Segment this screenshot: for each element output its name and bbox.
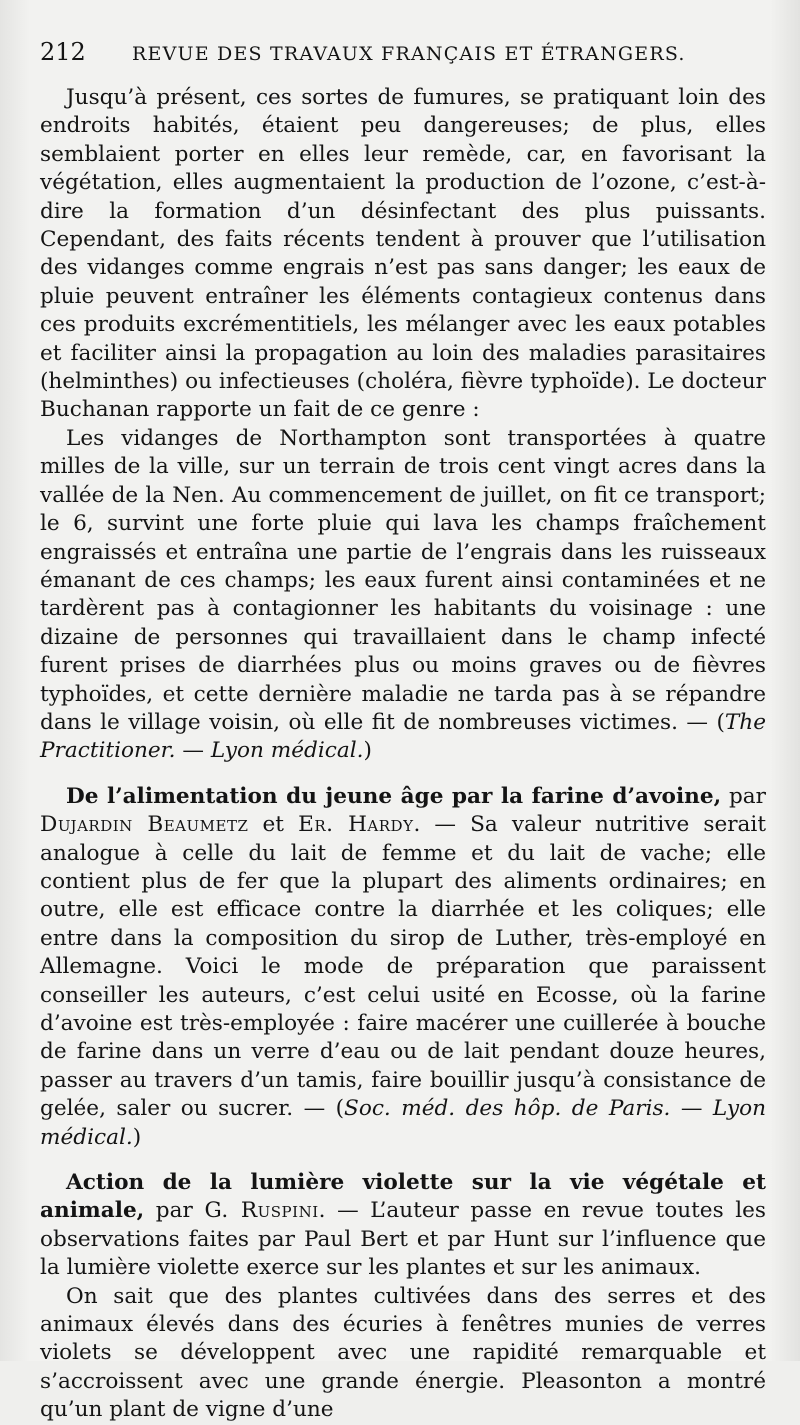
article-farine-avoine <box>40 783 766 1152</box>
source-practitioner: The Practitioner. <box>40 709 766 764</box>
page-number: 212 <box>40 38 86 66</box>
author-dujardin-beaumetz: Dujardin Beaumetz <box>40 812 249 838</box>
paragraph-serres: On sait que des plantes cultivées dans des serres et des animaux élevés dans des écuries à fenêtres munies de verres violets se développent avec une rapidité remarquable et s’accroissent avec une grande énergie. Pleasonton a montré qu’un plant de vigne d’une <box>40 1283 766 1423</box>
source-soc-med: Soc. méd. des hôp. de Paris. <box>344 1096 671 1122</box>
article-title-lumiere-violette: Action de la lumière violette sur la vie végétale et animale, <box>40 1170 766 1224</box>
source-close: ) <box>132 1124 142 1150</box>
page-header <box>40 38 766 84</box>
author-hardy: Er. Hardy <box>298 812 414 838</box>
article-body-lumiere-violette: . — L’auteur passe en revue toutes les observations faites par Paul Bert et par Hunt sur l’influence que la lumière violette exerce sur les plantes et sur les animaux. <box>40 1198 767 1281</box>
paragraph-fumures: Jusqu’à présent, ces sortes de fumures, se pratiquant loin des endroits habités, étaient peu dangereuses; de plus, elles semblaient porter en elles leur remède, car, en favorisant la végétation, elles augmentaient la production de l’ozone, c’est-à-dire la formation d’un désinfectant des plus puissants. Cependant, des faits récents tendent à prouver que l’utilisation des vidanges comme engrais n’est pas sans danger; les eaux de pluie peuvent entraîner les éléments contagieux contenus dans ces produits excrémentitiels, les mélanger avec les eaux potables et faciliter ainsi la propagation au loin des maladies parasitaires (helminthes) ou infectieuses (choléra, fièvre typhoïde). Le docteur Buchanan rapporte un fait de ce genre : <box>40 85 766 423</box>
paragraph-northampton-text: Les vidanges de Northampton sont transportées à quatre milles de la ville, sur un terrain de trois cent vingt acres dans la vallée de la Nen. Au commencement de juillet, on fit ce transport; le 6, survint une forte pluie qui lava les champs fraîchement engraissés et entraîna une partie de l’engrais dans les ruisseaux émanant de ces champs; les eaux furent ainsi contaminées et ne tardèrent pas à contagionner les habitants du voisinage : une dizaine de personnes qui travaillaient dans le champ infecté furent prises de diarrhées plus ou moins graves ou de fièvres typhoïdes, et cette dernière maladie ne tarda pas à se répandre dans le village voisin, où elle fit de nombreuses victimes. — ( <box>40 425 766 735</box>
running-head: REVUE DES TRAVAUX FRANÇAIS ET ÉTRANGERS. <box>132 43 686 65</box>
source-separator: — <box>175 738 211 764</box>
author-ruspini: G. Ruspini <box>204 1198 319 1224</box>
article-title-farine-avoine: De l’alimentation du jeune âge par la farine d’avoine, <box>66 783 722 809</box>
source-lyon-medical: Lyon médical. <box>210 738 364 764</box>
author-prefix: par <box>144 1198 205 1224</box>
author-prefix: par <box>721 783 766 809</box>
paragraph-northampton <box>40 425 766 766</box>
source-lyon-medical: Lyon médical. <box>40 1096 766 1150</box>
source-close: ) <box>363 738 372 764</box>
source-separator: — <box>670 1096 713 1122</box>
article-lumiere-violette <box>40 1169 766 1283</box>
article-body-farine-avoine: . — Sa valeur nutritive serait analogue à celle du lait de femme et du lait de vache; elle contient plus de fer que la plupart des aliments ordinaires; en outre, elle est efficace contre la diarrhée et les coliques; elle entre dans la composition du sirop de Luther, très-employé en Allemagne. Voici le mode de préparation que paraissent conseiller les auteurs, c’est celui usité en Ecosse, où la farine d’avoine est très-employée : faire macérer une cuillerée à bouche de farine dans un verre d’eau ou de lait pendant douze heures, passer au travers d’un tamis, faire bouillir jusqu’à consistance de gelée, saler ou sucrer. — ( <box>40 812 766 1122</box>
author-conjunction: et <box>248 812 299 838</box>
